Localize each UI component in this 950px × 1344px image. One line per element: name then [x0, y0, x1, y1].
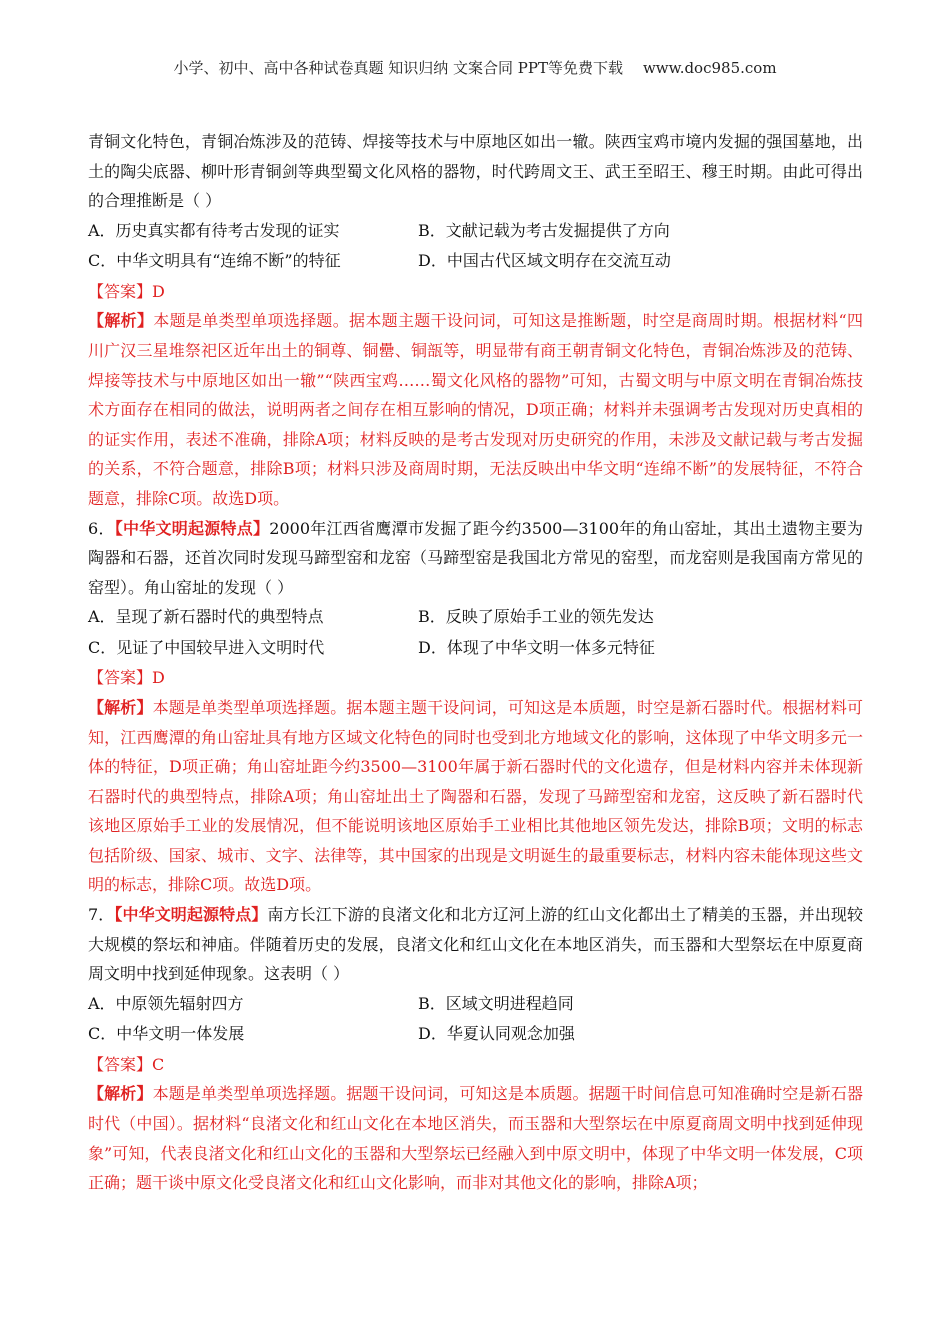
q7-options-row2 — [88, 1019, 863, 1050]
q5-options-row2 — [88, 246, 863, 277]
q7-option-b: B．区域文明进程趋同 — [418, 993, 574, 1013]
q5-answer: 【答案】D — [88, 281, 165, 301]
q6-tag: 【中华文明起源特点】 — [114, 518, 270, 538]
q7-option-c: C．中华文明一体发展 — [88, 1024, 245, 1044]
q7-option-d: D．华夏认同观念加强 — [418, 1024, 575, 1044]
document-body — [88, 127, 863, 1198]
page-header — [0, 57, 950, 78]
q7-stem — [88, 900, 863, 989]
q6-option-b: B．反映了原始手工业的领先发达 — [418, 607, 654, 627]
q7-analysis-label: 【解析】 — [88, 1084, 153, 1104]
q7-number: 7． — [88, 905, 115, 925]
q5-analysis — [88, 306, 863, 513]
q7-answer: 【答案】C — [88, 1054, 165, 1074]
q5-option-a: A．历史真实都有待考古发现的证实 — [88, 220, 340, 240]
q7-analysis-text: 本题是单类型单项选择题。据题干设问词，可知这是本质题。据题干时间信息可知准确时空是新石器时代（中国）。据材料“良渚文化和红山文化在本地区消失，而玉器和大型祭坛在中原夏商周文明中找到延伸现象”可知，代表良渚文化和红山文化的玉器和大型祭坛已经融入到中原文明中，体现了中华文明一体发展，C项正确；题干谈中原文化受良渚文化和红山文化影响，而非对其他文化的影响，排除A项； — [88, 1084, 863, 1193]
q7-analysis — [88, 1079, 863, 1197]
q6-analysis-label: 【解析】 — [88, 697, 153, 717]
q7-stem-text: 南方长江下游的良渚文化和北方辽河上游的红山文化都出土了精美的玉器，并出现较大规模的祭坛和神庙。伴随着历史的发展，良渚文化和红山文化在本地区消失，而玉器和大型祭坛在中原夏商周文明中找到延伸现象。这表明（ ） — [88, 905, 863, 984]
q6-options-row2 — [88, 633, 863, 664]
q5-analysis-label: 【解析】 — [88, 311, 154, 331]
header-url[interactable]: www.doc985.com — [642, 59, 777, 77]
q7-options-row1 — [88, 989, 863, 1020]
q6-option-d: D．体现了中华文明一体多元特征 — [418, 637, 655, 657]
q5-option-c: C．中华文明具有“连绵不断”的特征 — [88, 251, 341, 271]
q7-tag: 【中华文明起源特点】 — [114, 905, 268, 925]
q6-stem — [88, 514, 863, 603]
header-text: 小学、初中、高中各种试卷真题 知识归纳 文案合同 PPT等免费下载 — [173, 59, 623, 77]
q6-analysis — [88, 693, 863, 900]
q5-analysis-text: 本题是单类型单项选择题。据本题主题干设问词，可知这是推断题，时空是商周时期。根据材料“四川广汉三星堆祭祀区近年出土的铜尊、铜罍、铜瓿等，明显带有商王朝青铜文化特色，青铜冶炼涉及的范铸、焊接等技术与中原地区如出一辙”“陕西宝鸡……蜀文化风格的器物”可知，古蜀文明与中原文明在青铜冶炼技术方面存在相同的做法，说明两者之间存在相互影响的情况，D项正确；材料并未强调考古发现对历史真相的的证实作用，表述不准确，排除A项；材料反映的是考古发现对历史研究的作用，未涉及文献记载与考古发掘的关系，不符合题意，排除B项；材料只涉及商周时期，无法反映出中华文明“连绵不断”的发展特征，不符合题意，排除C项。故选D项。 — [88, 311, 863, 508]
q6-analysis-text: 本题是单类型单项选择题。据本题主题干设问词，可知这是本质题，时空是新石器时代。根据材料可知，江西鹰潭的角山窑址具有地方区域文化特色的同时也受到北方地域文化的影响，这体现了中华文明多元一体的特征，D项正确；角山窑址距今约3500—3100年属于新石器时代的文化遗存，但是材料内容并未体现新石器时代的典型特点，排除A项；角山窑址出土了陶器和石器，发现了马蹄型窑和龙窑，这反映了新石器时代该地区原始手工业的发展情况，但不能说明该地区原始手工业相比其他地区领先发达，排除B项；文明的标志包括阶级、国家、城市、文字、法律等，其中国家的出现是文明诞生的最重要标志，材料内容未能体现这些文明的标志，排除C项。故选D项。 — [88, 697, 863, 895]
q5-option-b: B．文献记载为考古发掘提供了方向 — [418, 220, 670, 240]
q7-option-a: A．中原领先辐射四方 — [88, 993, 244, 1013]
q5-option-d: D．中国古代区域文明存在交流互动 — [418, 251, 671, 271]
q6-number: 6． — [88, 518, 115, 538]
q6-option-c: C．见证了中国较早进入文明时代 — [88, 637, 325, 657]
q6-answer: 【答案】D — [88, 668, 165, 688]
q6-option-a: A．呈现了新石器时代的典型特点 — [88, 607, 324, 627]
q5-options-row1 — [88, 216, 863, 247]
q6-options-row1 — [88, 602, 863, 633]
q6-stem-text: 2000年江西省鹰潭市发掘了距今约3500—3100年的角山窑址，其出土遗物主要为陶器和石器，还首次同时发现马蹄型窑和龙窑（马蹄型窑是我国北方常见的窑型，而龙窑则是我国南方常见的窑型）。角山窑址的发现（ ） — [88, 518, 863, 597]
q5-stem: 青铜文化特色，青铜冶炼涉及的范铸、焊接等技术与中原地区如出一辙。陕西宝鸡市境内发掘的强国墓地，出土的陶尖底器、柳叶形青铜剑等典型蜀文化风格的器物，时代跨周文王、武王至昭王、穆王时期。由此可得出的合理推断是（ ） — [88, 132, 863, 211]
